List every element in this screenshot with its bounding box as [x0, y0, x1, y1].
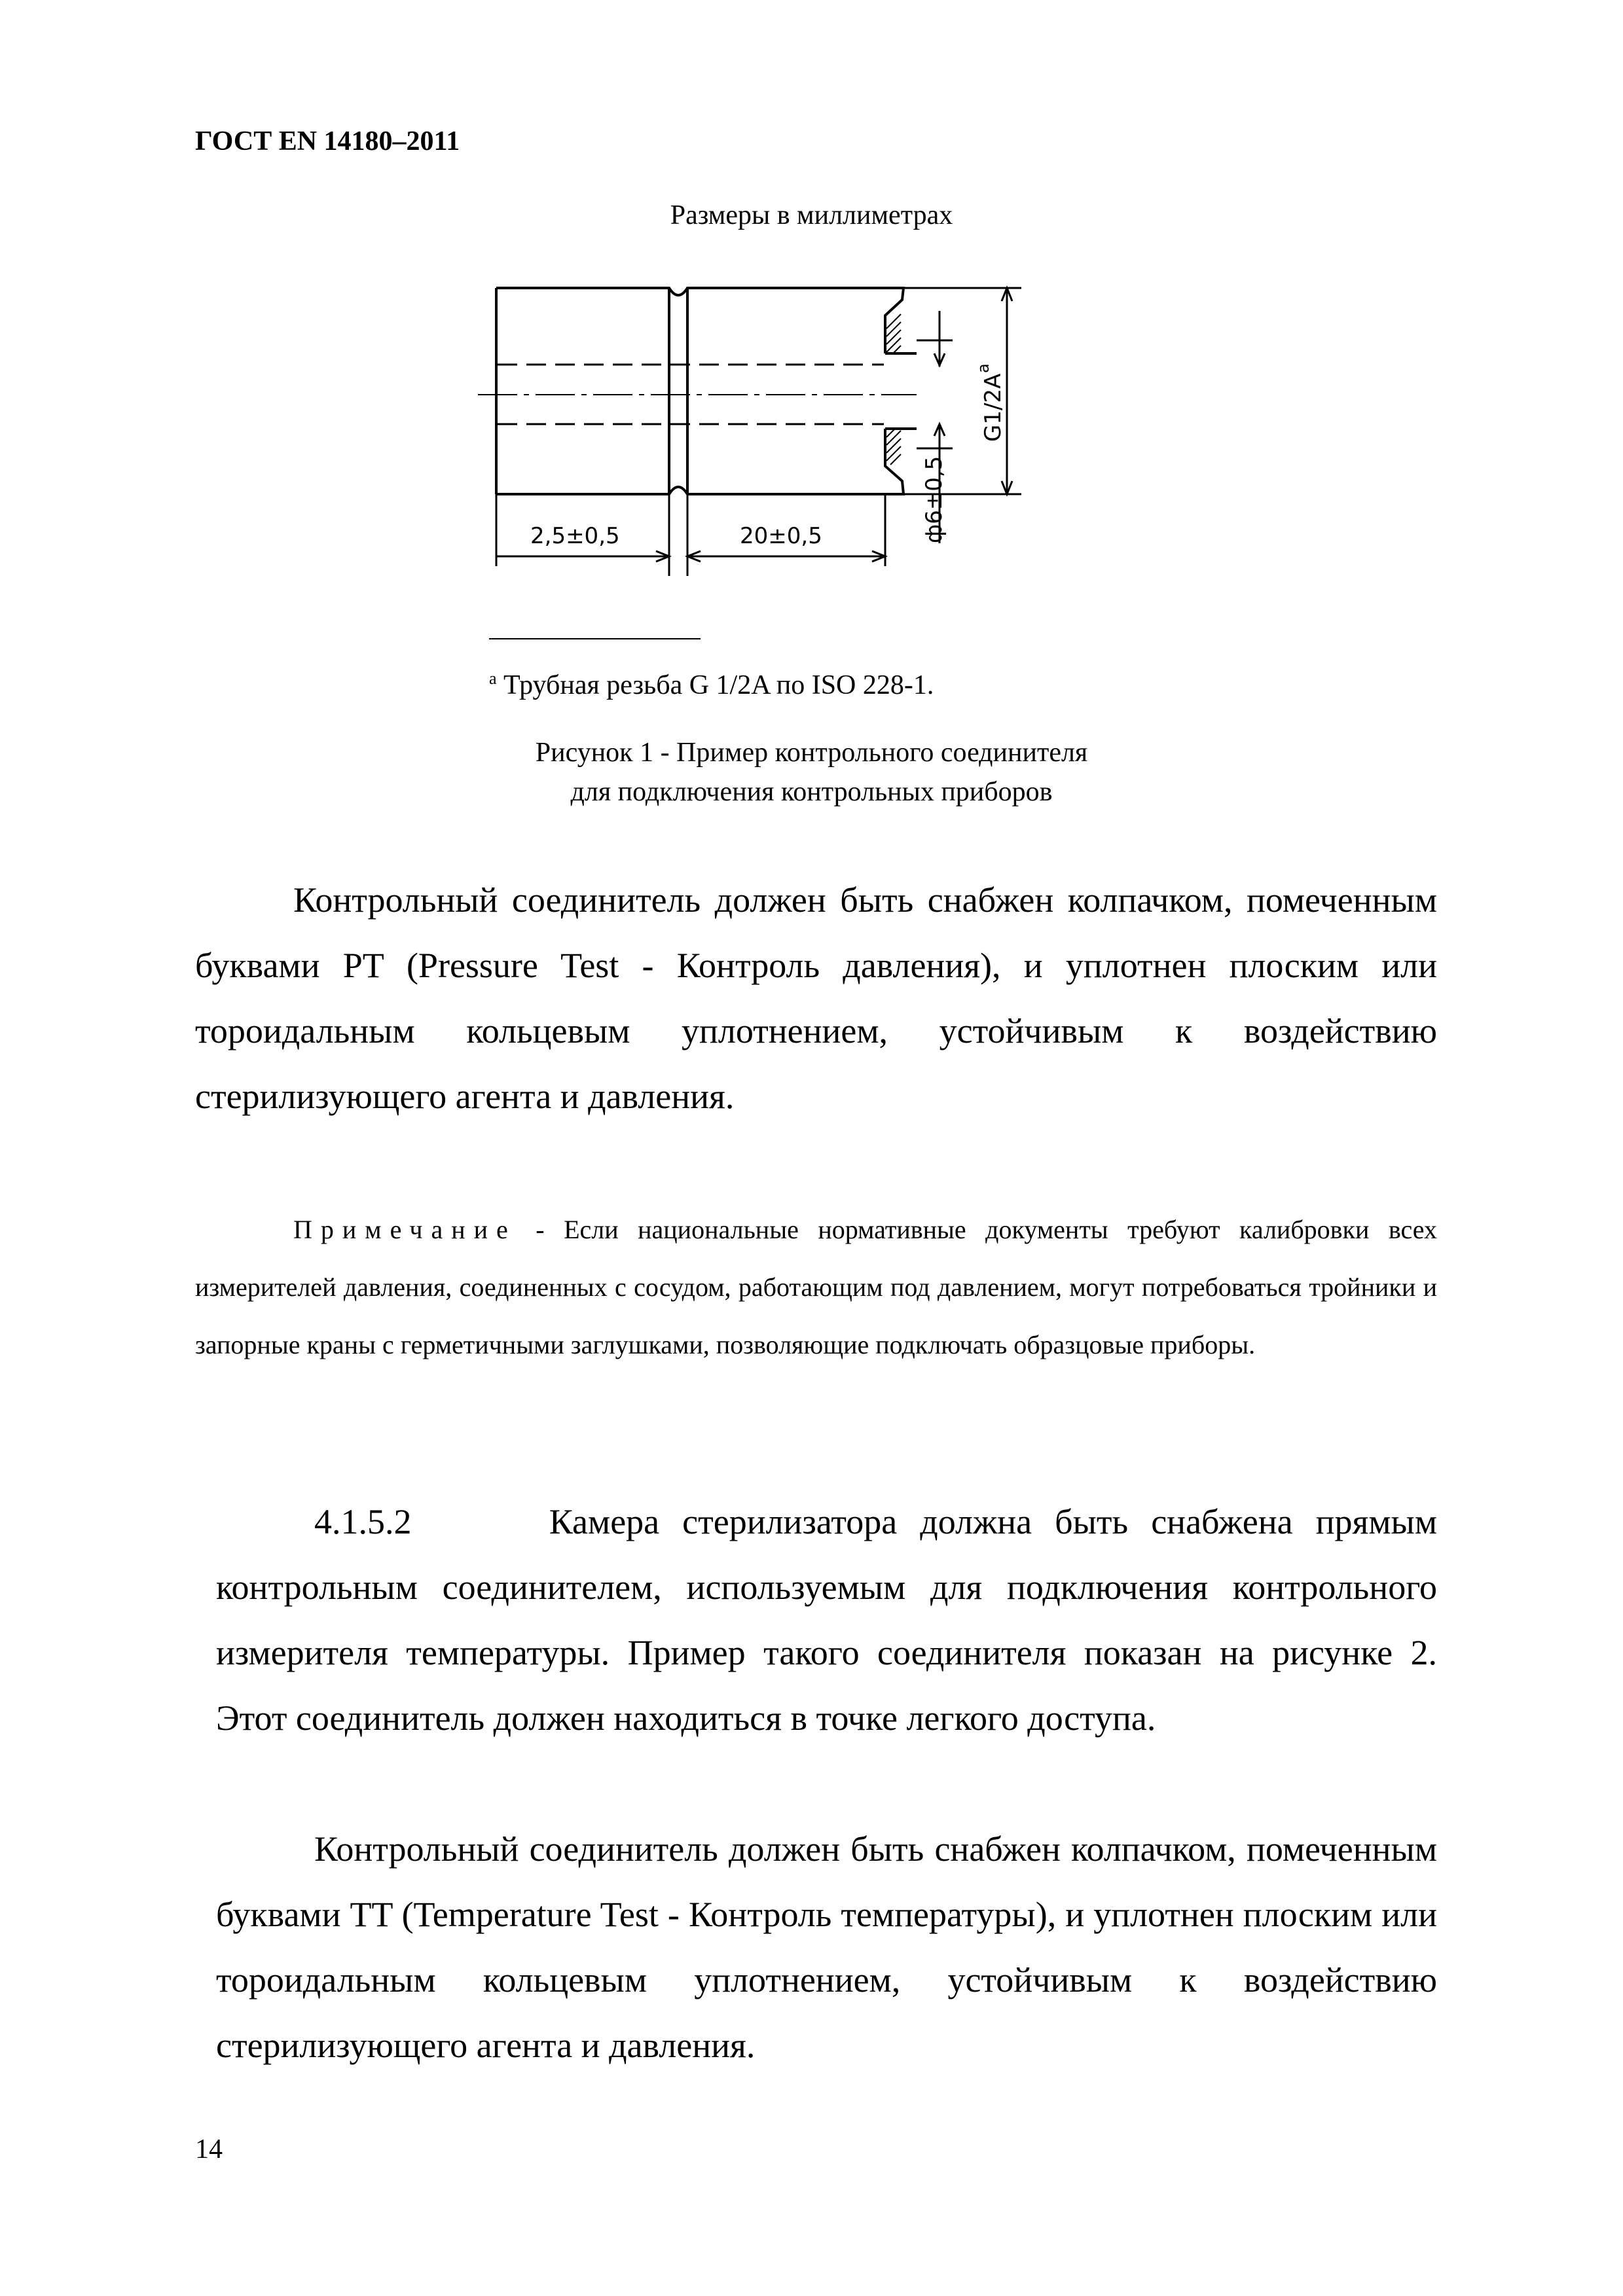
note-block: [195, 1201, 1437, 1374]
dimensions-note: Размеры в миллиметрах: [670, 200, 953, 230]
footnote: [489, 669, 934, 701]
note-text: - Если национальные нормативные документы требуют калибровки всех измерителей давления, соединенных с сосудом, работающим под давлением, могут потребоваться тройники и запорные краны с герметичными заглушками, позволяющие подключать образцовые приборы.: [195, 1215, 1437, 1359]
figure-caption-line-2: для подключения контрольных приборов: [570, 777, 1053, 807]
section-text: Камера стерилизатора должна быть снабжена прямым контрольным соединителем, используемым для подключения контрольного измерителя температуры. Пример такого соединителя показан на рисунке 2. Этот соединитель должен находиться в точке легкого доступа.: [216, 1502, 1437, 1738]
paragraph-pressure-test: Контрольный соединитель должен быть снабжен колпачком, помеченным буквами PT (Pressure Test - Контроль давления), и уплотнен плоским или тороидальным кольцевым уплотнением, устойчивым к воздействию стерилизующего агента и давления.: [195, 880, 1437, 1116]
figure-caption-line-1: Рисунок 1 - Пример контрольного соединителя: [535, 738, 1088, 768]
dim-thread-mark: a: [974, 363, 993, 373]
paragraph-temperature-test: Контрольный соединитель должен быть снабжен колпачком, помеченным буквами TT (Temperature Test - Контроль температуры), и уплотнен плоским или тороидальным кольцевым уплотнением, устойчивым к воздействию стерилизующего агента и давления.: [216, 1829, 1437, 2065]
section-number: 4.1.5.2: [314, 1502, 412, 1541]
dim-right-label: 20±0,5: [740, 523, 822, 549]
page-number: 14: [195, 2134, 223, 2164]
document-header: ГОСТ EN 14180–2011: [195, 126, 460, 156]
footnote-text: Трубная резьба G 1/2A по ISO 228-1.: [496, 670, 934, 700]
dim-left-label: 2,5±0,5: [530, 523, 620, 549]
footnote-rule: [489, 638, 701, 639]
connector-drawing: [458, 268, 1080, 583]
dim-thread-label: G1/2A: [980, 373, 1006, 442]
footnote-mark: a: [489, 669, 497, 688]
section-4-1-5-2: [216, 1489, 1437, 1751]
dim-bore-label: ф6±0,5: [921, 456, 947, 543]
note-label: Примечание: [293, 1215, 517, 1244]
